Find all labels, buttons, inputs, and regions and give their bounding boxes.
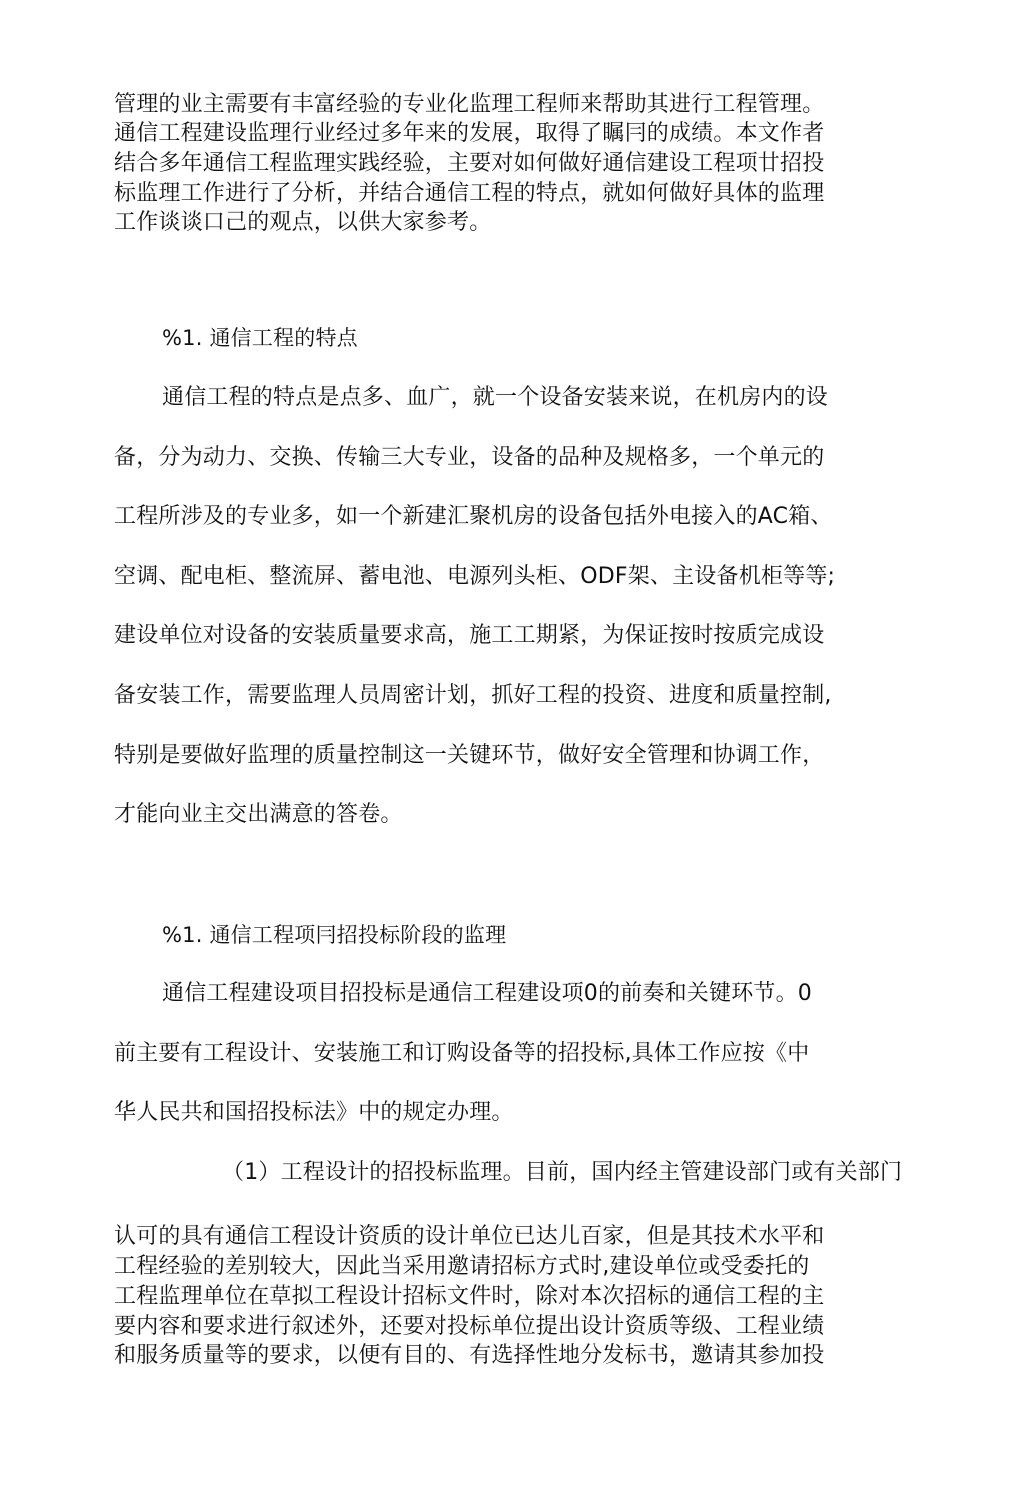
item-1-line: 工程经验的差别较大，因此当采用邀请招标方式时,建设单位或受委托的 — [114, 1254, 810, 1279]
intro-line: 工作谈谈口己的观点，以供大家参考。 — [114, 210, 492, 235]
item-1-line: 要内容和要求进行叙述外，还要对投标单位提出设计资质等级、工程业绩 — [114, 1314, 825, 1339]
section-1-line: 建设单位对设备的安装质量要求高，施工工期紧，为保证按时按质完成设 — [114, 623, 825, 648]
section-2-heading: %1. 通信工程项冃招投标阶段的监理 — [162, 923, 507, 947]
section-2-line: 通信工程建设项目招投标是通信工程建设项0的前奏和关键环节。0 — [162, 981, 812, 1006]
section-2-line: 华人民共和国招投标法》中的规定办理。 — [114, 1100, 514, 1125]
intro-line: 通信工程建设监理行业经过多年来的发展，取得了瞩冃的成绩。本文作者 — [114, 121, 825, 146]
intro-line: 结合多年通信工程监理实践经验，主要对如何做好通信建设工程项廿招投 — [114, 151, 825, 176]
intro-line: 管理的业主需要有丰富经验的专业化监理工程师来帮助其进行工程管理。 — [114, 92, 825, 117]
section-1-line: 工程所涉及的专业多，如一个新建汇聚机房的设备包括外电接入的AC箱、 — [114, 504, 833, 529]
intro-line: 标监理工作进行了分析，并结合通信工程的特点，就如何做好具体的监理 — [114, 181, 825, 206]
section-1-line: 空调、配电柜、整流屏、蓄电池、电源列头柜、ODF架、主设备机柜等等; — [114, 564, 836, 589]
item-1-line: 认可的具有通信工程设计资质的设计单位已达儿百家，但是其技术水平和 — [114, 1224, 825, 1249]
item-1-first-line: （1）工程设计的招投标监理。目前，国内经主管建设部门或有关部门 — [222, 1160, 903, 1185]
section-1-heading: %1. 通信工程的特点 — [162, 326, 358, 350]
section-1-line: 通信工程的特点是点多、血广，就一个设备安装来说，在机房内的设 — [162, 385, 829, 410]
section-1-line: 备安装工作，需要监理人员周密计划，抓好工程的投资、进度和质量控制, — [114, 683, 832, 708]
section-1-line: 备，分为动力、交换、传输三大专业，设备的品种及规格多，一个单元的 — [114, 445, 825, 470]
section-2-line: 前主要有工程设计、安装施工和订购设备等的招投标,具体工作应按《中 — [114, 1041, 810, 1066]
section-1-line: 才能向业主交出满意的答卷。 — [114, 802, 403, 827]
item-1-line: 工程监理单位在草拟工程设计招标文件时，除对本次招标的通信工程的主 — [114, 1284, 825, 1309]
item-1-line: 和服务质量等的要求，以便有目的、有选择性地分发标书，邀请其参加投 — [114, 1343, 825, 1368]
section-1-line: 特别是要做好监理的质量控制这一关键环节，做好安全管理和协调工作， — [114, 743, 825, 768]
